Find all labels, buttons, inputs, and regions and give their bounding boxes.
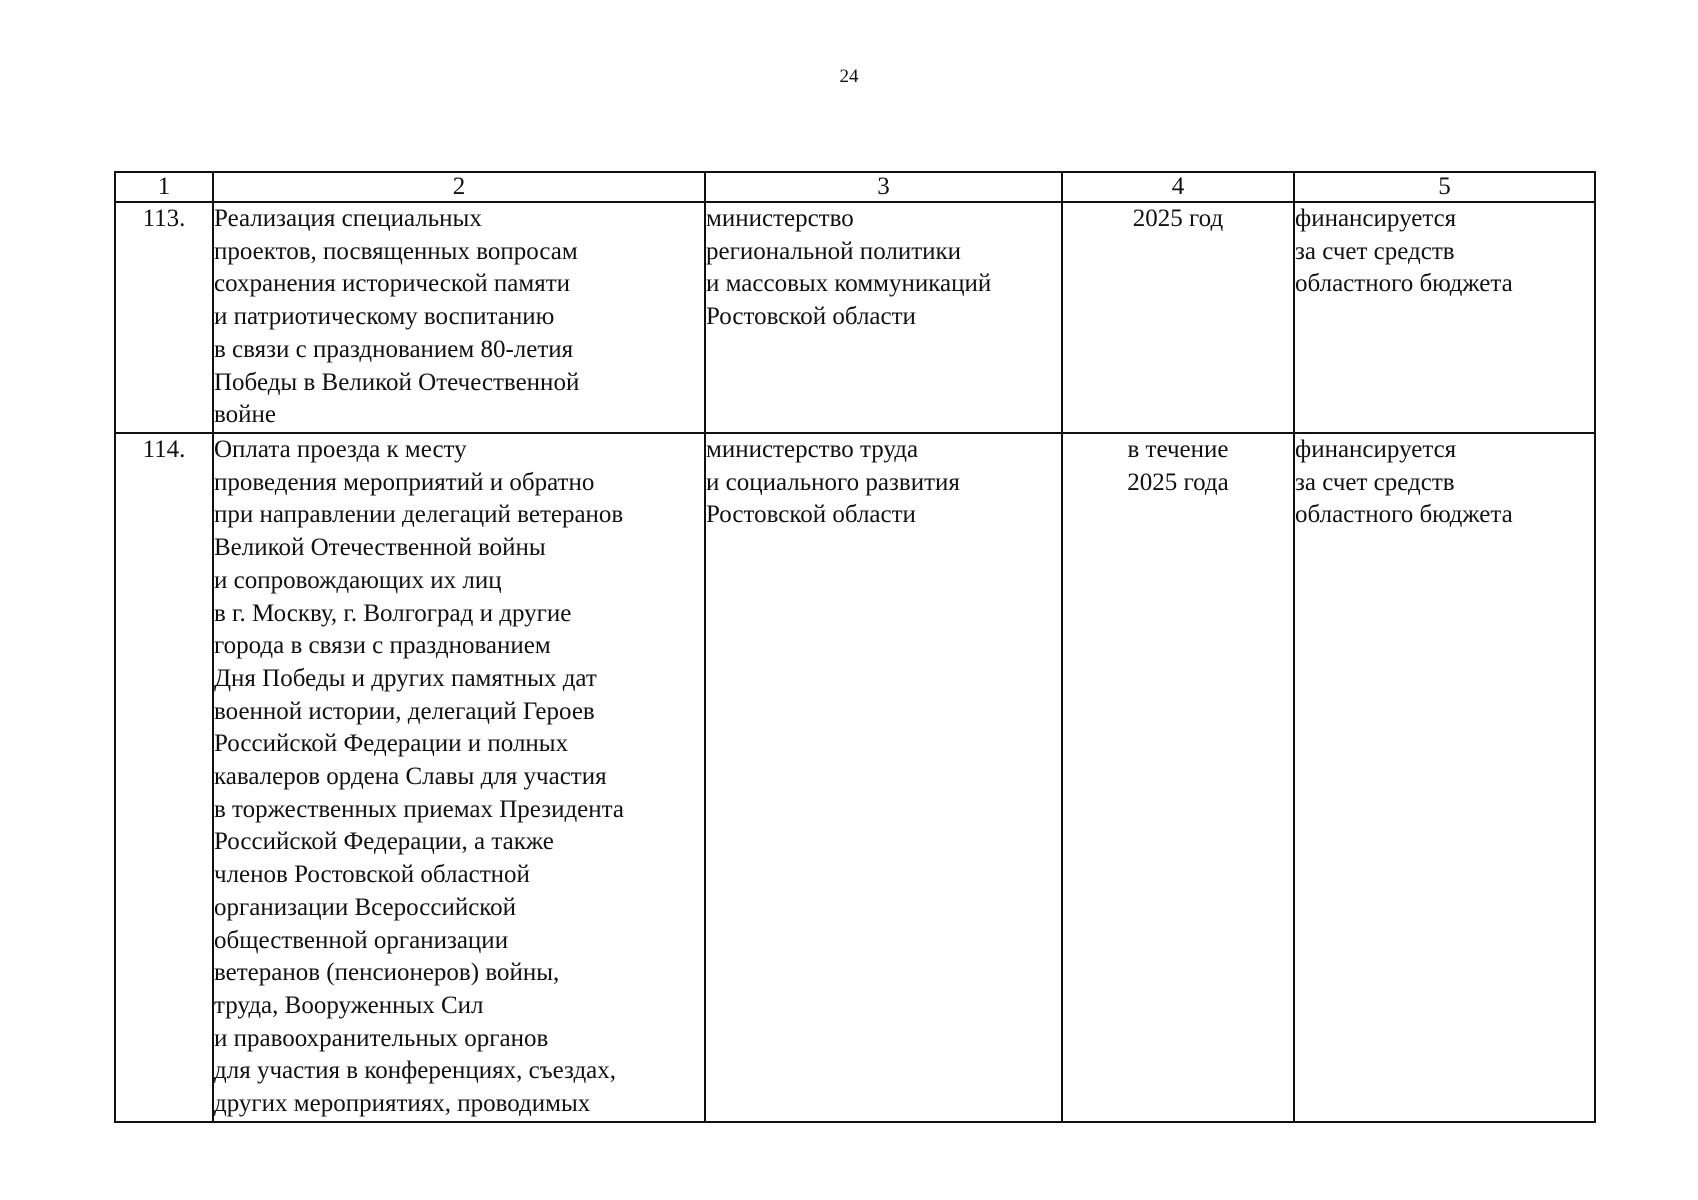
activity-line: и сопровождающих их лиц [214,566,502,594]
executor-line: министерство [706,205,854,232]
activity-line: Оплата проезда к месту [214,436,467,463]
activity-line: войне [214,401,276,429]
activity-line: Реализация специальных [214,205,482,232]
activity-line: и патриотическому воспитанию [214,303,555,331]
measures-table [114,171,1596,1123]
table-row [115,202,1595,433]
funding-line: за счет средств [1295,237,1455,265]
term-line: 2025 год [1132,205,1224,232]
column-header-3: 3 [705,172,1062,202]
activity-line: организации Всероссийской [214,893,517,921]
row-number: 114. [115,433,213,1122]
activity-line: в связи с празднованием 80-летия [214,335,574,363]
funding-line: областного бюджета [1295,501,1513,529]
activity-line: в г. Москву, г. Волгоград и другие [214,599,572,627]
executor-line: Ростовской области [706,501,916,529]
executor-line: и социального развития [706,468,960,496]
table-row [115,433,1595,1122]
activity-line: Победы в Великой Отечественной [214,368,580,396]
activity-line: и правоохранительных органов [214,1024,549,1052]
funding-line: финансируется [1295,205,1457,232]
activity-line: Великой Отечественной войны [214,534,546,562]
activity-line: проектов, посвященных вопросам [214,237,578,265]
executor-line: и массовых коммуникаций [706,270,992,298]
executor-line: региональной политики [706,237,962,265]
term-line: 2025 года [1127,468,1229,496]
activity-line: Дня Победы и других памятных дат [214,664,597,692]
activity-line: Российской Федерации, а также [214,828,554,856]
activity-line: в торжественных приемах Президента [214,795,624,823]
activity-line: города в связи с празднованием [214,632,551,660]
table-header [115,172,1595,202]
activity-cell [213,433,705,1122]
activity-line: членов Ростовской областной [214,861,530,889]
funding-line: за счет средств [1295,468,1455,496]
activity-line: для участия в конференциях, съездах, [214,1057,617,1085]
column-header-5: 5 [1294,172,1595,202]
column-header-1: 1 [115,172,213,202]
activity-line: сохранения исторической памяти [214,270,570,298]
funding-cell [1294,433,1595,1122]
activity-line: кавалеров ордена Славы для участия [214,763,607,791]
term-cell [1062,202,1294,433]
executor-line: Ростовской области [706,303,916,331]
column-header-2: 2 [213,172,705,202]
funding-cell [1294,202,1595,433]
term-line: в течение [1127,436,1229,463]
executor-cell [705,202,1062,433]
activity-line: Российской Федерации и полных [214,730,569,758]
activity-line: военной истории, делегаций Героев [214,697,595,725]
activity-cell [213,202,705,433]
activity-line: при направлении делегаций ветеранов [214,501,624,529]
activity-line: других мероприятиях, проводимых [214,1090,591,1118]
funding-line: областного бюджета [1295,270,1513,298]
row-number: 113. [115,202,213,433]
executor-line: министерство труда [706,436,919,463]
funding-line: финансируется [1295,436,1457,463]
activity-line: ветеранов (пенсионеров) войны, [214,959,560,987]
activity-line: труда, Вооруженных Сил [214,991,484,1019]
activity-line: общественной организации [214,926,509,954]
term-cell [1062,433,1294,1122]
page-number: 24 [839,66,859,87]
header-row [115,172,1595,202]
column-header-4: 4 [1062,172,1294,202]
executor-cell [705,433,1062,1122]
activity-line: проведения мероприятий и обратно [214,468,595,496]
